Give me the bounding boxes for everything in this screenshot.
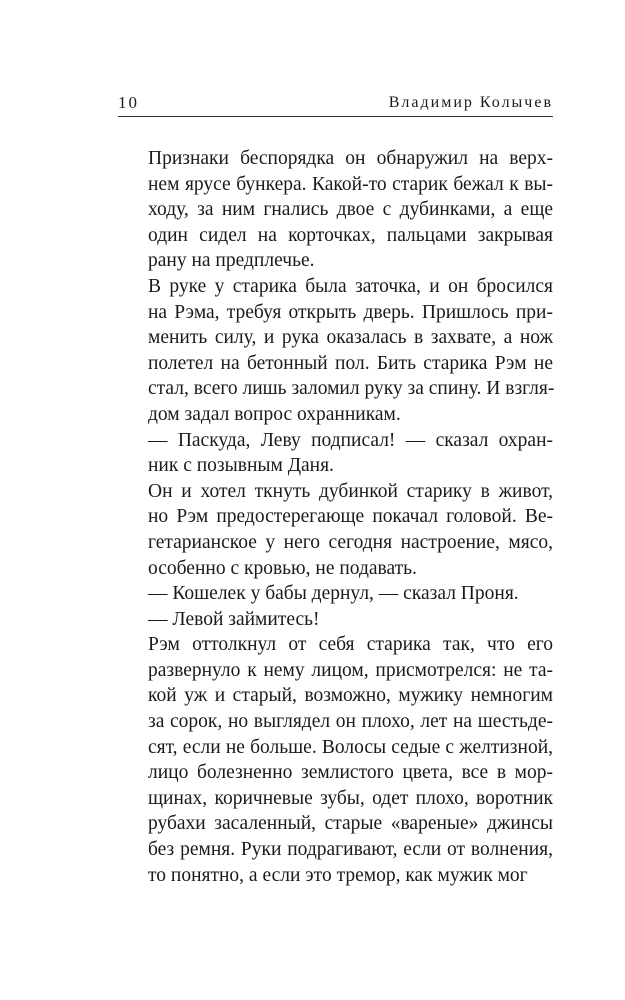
text-line: гетарианское у него сегодня настроение, мясо, — [148, 531, 553, 553]
text-line: Рэм оттолкнул от себя старика так, что его — [148, 634, 553, 656]
text-line: полетел на бетонный пол. Бить старика Рэм не — [148, 352, 553, 374]
paragraph — [118, 479, 553, 581]
text-line: — Паскуда, Леву подписал! — сказал охран- — [148, 429, 553, 451]
paragraph — [118, 428, 553, 479]
text-line: нем ярусе бункера. Какой-то старик бежал к вы- — [148, 173, 553, 195]
paragraph — [118, 146, 553, 274]
text-line: — Левой займитесь! — [148, 608, 320, 630]
text-line: Признаки беспорядка он обнаружил на верх- — [148, 148, 553, 169]
text-line: стал, всего лишь заломил руку за спину. И взгля- — [148, 378, 555, 400]
text-line: ходу, за ним гнались двое с дубинками, а еще — [148, 199, 553, 221]
text-line: особенно с кровью, не подавать. — [148, 557, 417, 579]
paragraph — [118, 607, 553, 633]
text-line: щинах, коричневые зубы, одет плохо, воротник — [148, 787, 553, 809]
text-line: лицо болезненно землистого цвета, все в мор- — [148, 762, 553, 784]
text-line: менить силу, и рука оказалась в захвате, а нож — [148, 327, 553, 349]
page-number: 10 — [118, 93, 139, 112]
paragraph — [118, 274, 553, 428]
text-line: сят, если не больше. Волосы седые с желтизной, — [148, 736, 553, 758]
text-line: — Кошелек у бабы дернул, — сказал Проня. — [148, 583, 519, 605]
text-line: рубахи засаленный, старые «вареные» джинсы — [148, 813, 553, 835]
text-line: то понятно, а если это тремор, как мужик мог — [148, 864, 528, 886]
text-line: кой уж и старый, возможно, мужику немногим — [148, 685, 553, 707]
author-name: Владимир Колычев — [388, 94, 553, 111]
text-line: за сорок, но выглядел он плохо, лет на шестьде- — [148, 711, 553, 733]
paragraph — [118, 581, 553, 607]
text-line: развернуло к нему лицом, присмотрелся: не та- — [148, 659, 553, 681]
text-line: ник с позывным Даня. — [148, 455, 334, 477]
text-line: один сидел на корточках, пальцами закрывая — [148, 224, 553, 246]
text-line: рану на предплечье. — [148, 250, 315, 272]
text-line: но Рэм предостерегающе покачал головой. Ве- — [148, 506, 553, 528]
text-line: В руке у старика была заточка, и он бросился — [148, 275, 553, 297]
text-line: на Рэма, требуя открыть дверь. Пришлось при- — [148, 301, 553, 323]
paragraph — [118, 632, 553, 888]
body-text — [118, 146, 553, 888]
text-line: без ремня. Руки подрагивают, если от волнения, — [148, 839, 553, 861]
running-header — [118, 92, 553, 117]
text-line: Он и хотел ткнуть дубинкой старику в живот, — [148, 480, 553, 502]
text-line: дом задал вопрос охранникам. — [148, 403, 401, 425]
